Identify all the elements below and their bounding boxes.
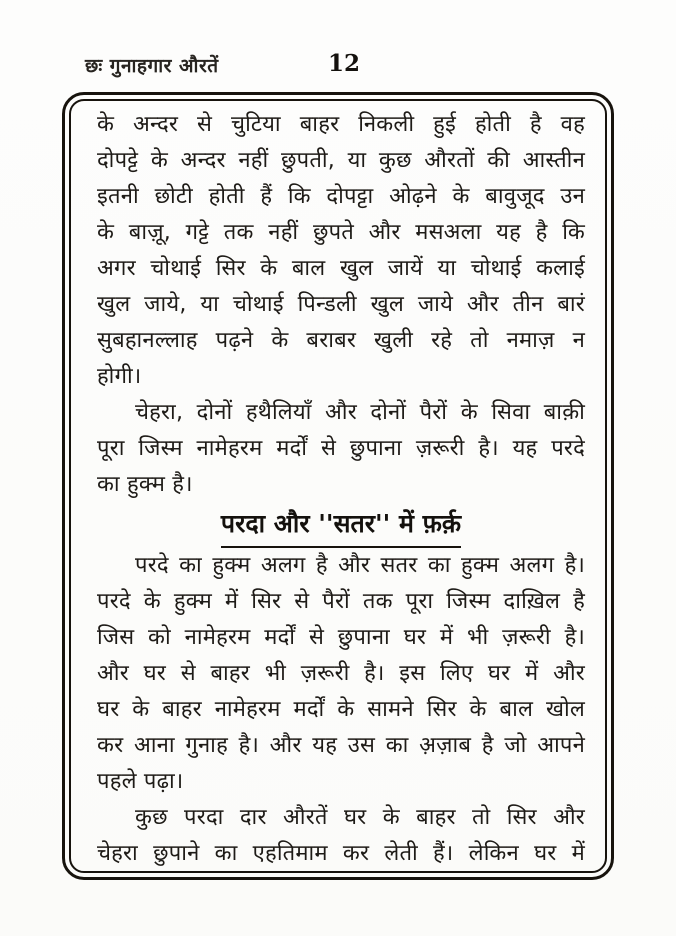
section-heading — [97, 503, 585, 548]
text-line: चेहरा, दोनों हथैलियाँ और दोनों पैरों के सिवा बाक़ी — [135, 400, 585, 425]
text-line: पहले पढ़ा। — [97, 769, 184, 794]
text-line: कर आना गुनाह है। और यह उस का अ़ज़ाब है जो आपने — [97, 733, 585, 758]
text-frame-outer-border — [62, 92, 614, 880]
text-line: सुबहानल्लाह पढ़ने के बराबर खुली रहे तो नमाज़ न — [97, 328, 585, 353]
running-header — [85, 50, 614, 84]
text-line: कुछ परदा दार औरतें घर के बाहर तो सिर और — [135, 805, 585, 830]
text-line: इतनी छोटी होती हैं कि दोपट्टा ओढ़ने के बावुजूद उन — [97, 184, 585, 209]
section-heading-text: परदा और ''सतर'' में फ़र्क़ — [221, 503, 461, 548]
text-line: खुल जाये, या चोथाई पिन्डली खुल जाये और तीन बारं — [97, 292, 585, 317]
text-line: के अन्दर से चुटिया बाहर निकली हुई होती है वह — [97, 112, 585, 137]
text-line: जिस को नामेहरम मर्दों से छुपाना घर में भी ज़रूरी है। — [97, 625, 585, 650]
page-number: 12 — [328, 50, 361, 77]
text-frame-inner-border — [69, 99, 607, 873]
text-line: के बाज़ू, गट्टे तक नहीं छुपते और मसअला यह है कि — [97, 220, 585, 245]
text-line: और घर से बाहर भी ज़रूरी है। इस लिए घर में और — [97, 661, 585, 686]
text-line: परदे का हुक्म अलग है और सतर का हुक्म अलग है। — [135, 553, 585, 578]
text-line: का हुक्म है। — [97, 472, 193, 497]
text-line: दोपट्टे के अन्दर नहीं छुपती, या कुछ औरतों की आस्तीन — [97, 148, 585, 173]
text-line: घर के बाहर नामेहरम मर्दों के सामने सिर के बाल खोल — [97, 697, 585, 722]
chapter-title: छः गुनाहगार औरतें — [85, 55, 219, 77]
text-line: पूरा जिस्म नामेहरम मर्दों से छुपाना ज़रूरी है। यह परदे — [97, 436, 585, 461]
text-line: परदे के हुक्म में सिर से पैरों तक पूरा जिस्म दाख़िल है — [97, 589, 585, 614]
text-line: होगी। — [97, 364, 142, 389]
text-line: अगर चोथाई सिर के बाल खुल जायें या चोथाई कलाई — [97, 256, 585, 281]
text-line: चेहरा छुपाने का एहतिमाम कर लेती हैं। लेकिन घर में — [97, 841, 585, 866]
